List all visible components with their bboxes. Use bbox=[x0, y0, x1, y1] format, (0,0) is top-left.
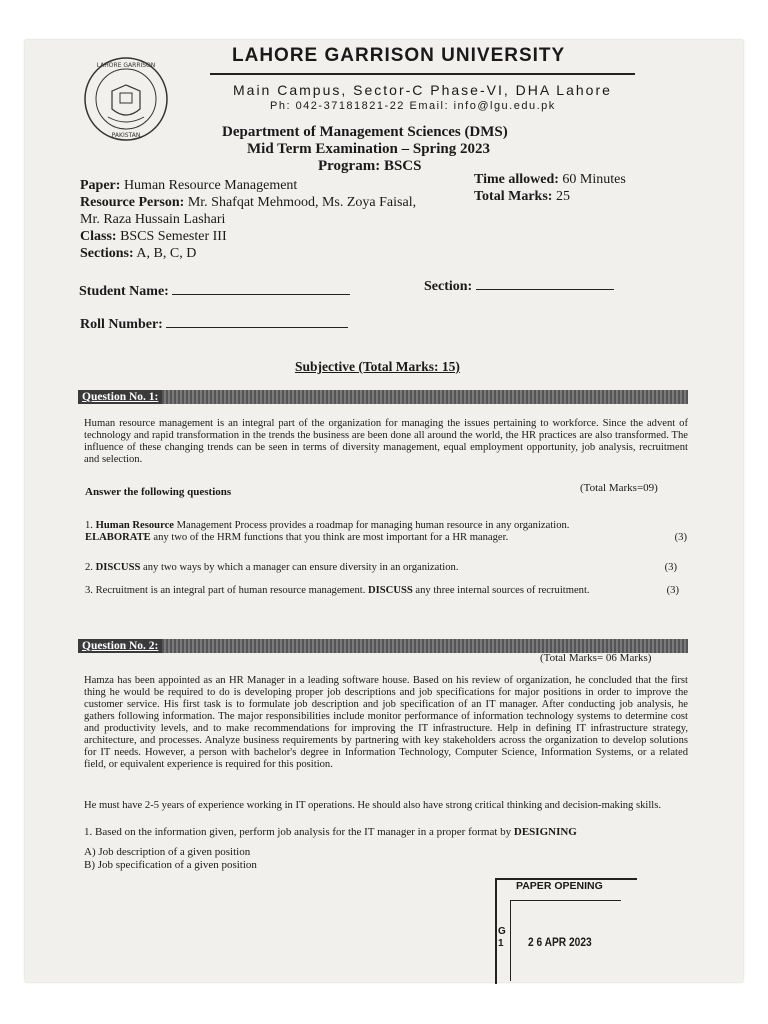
stamp-title: PAPER OPENING bbox=[516, 880, 603, 892]
item-text: any three internal sources of recruitment. bbox=[412, 585, 590, 596]
section-field bbox=[424, 277, 614, 295]
sections-line bbox=[80, 246, 196, 262]
option-b: B) Job specification of a given position bbox=[84, 859, 257, 871]
section-label: Section: bbox=[424, 279, 473, 294]
time-label: Time allowed: bbox=[474, 172, 559, 187]
student-name-field bbox=[79, 282, 350, 300]
campus-address: Main Campus, Sector-C Phase-VI, DHA Lahore bbox=[233, 82, 612, 98]
item-text: any two ways by which a manager can ensure diversity in an organization. bbox=[140, 562, 459, 573]
university-seal-logo bbox=[82, 55, 170, 143]
item-text-2: any two of the HRM functions that you think are most important for a HR manager. bbox=[150, 532, 509, 543]
question-2-task bbox=[84, 826, 704, 838]
program-name: Program: BSCS bbox=[318, 158, 422, 174]
department-name: Department of Management Sciences (DMS) bbox=[222, 124, 508, 140]
resource-person-line-2: Mr. Raza Hussain Lashari bbox=[80, 212, 226, 227]
question-1-label: Question No. 1: bbox=[78, 390, 162, 404]
option-a: A) Job description of a given position bbox=[84, 846, 251, 858]
item-keyword: DISCUSS bbox=[368, 585, 413, 596]
exam-name: Mid Term Examination – Spring 2023 bbox=[247, 141, 490, 157]
class-line bbox=[80, 229, 227, 245]
question-1-item-3 bbox=[85, 585, 687, 597]
item-number: 1. bbox=[85, 520, 93, 531]
sections-label: Sections: bbox=[80, 246, 134, 261]
student-name-blank bbox=[172, 282, 350, 295]
task-keyword: DESIGNING bbox=[513, 826, 577, 838]
section-blank bbox=[476, 277, 614, 290]
sections-value: A, B, C, D bbox=[136, 246, 197, 261]
class-value: BSCS Semester III bbox=[120, 229, 227, 244]
question-1-item-1 bbox=[85, 520, 687, 544]
contact-info: Ph: 042-37181821-22 Email: info@lgu.edu.pk bbox=[270, 100, 556, 112]
item-text: Management Process provides a roadmap for managing human resource in any organization. bbox=[173, 520, 570, 531]
task-text: 1. Based on the information given, perform job analysis for the IT manager in a proper format by bbox=[84, 826, 514, 838]
item-marks: (3) bbox=[666, 585, 679, 596]
marks-label: Total Marks: bbox=[474, 189, 553, 204]
question-2-label: Question No. 2: bbox=[78, 639, 162, 653]
svg-text:LAHORE GARRISON: LAHORE GARRISON bbox=[96, 62, 156, 69]
item-keyword-2: ELABORATE bbox=[85, 532, 151, 543]
paper-line bbox=[80, 178, 297, 194]
resource-person-line bbox=[80, 195, 416, 211]
item-keyword: DISCUSS bbox=[95, 562, 141, 573]
item-marks: (3) bbox=[674, 532, 687, 543]
question-2-total-marks: (Total Marks= 06 Marks) bbox=[540, 652, 652, 664]
question-1-bar bbox=[78, 390, 688, 404]
question-1-total-marks: (Total Marks=09) bbox=[580, 482, 658, 494]
subjective-heading: Subjective (Total Marks: 15) bbox=[295, 359, 460, 374]
question-1-intro: Human resource management is an integral part of the organization for managing the issues pertaining to workforce. Since the advent of technology and rapid transformation in the trends the business are been done all around the world, the HR practices are also transformed. The influence of these changing trends can be seen in terms of diversity management, equal employment opportunity, job analysis, recruitment and selection. bbox=[84, 418, 688, 465]
total-marks-line bbox=[474, 189, 570, 205]
item-marks: (3) bbox=[664, 562, 677, 573]
student-name-label: Student Name: bbox=[79, 284, 169, 299]
svg-text:PAKISTAN: PAKISTAN bbox=[111, 132, 141, 139]
stamp-date: 2 6 APR 2023 bbox=[528, 935, 592, 949]
item-text-lead: Recruitment is an integral part of human resource management. bbox=[95, 585, 369, 596]
roll-number-label: Roll Number: bbox=[80, 317, 163, 332]
stamp-code: G 1 bbox=[498, 926, 506, 949]
item-number: 3. bbox=[85, 585, 93, 596]
resource-label: Resource Person: bbox=[80, 195, 185, 210]
item-number: 2. bbox=[85, 562, 93, 573]
answer-following-label: Answer the following questions bbox=[85, 486, 232, 498]
resource-value: Mr. Shafqat Mehmood, Ms. Zoya Faisal, bbox=[187, 195, 417, 210]
question-1-item-2 bbox=[85, 562, 677, 574]
question-2-scenario: Hamza has been appointed as an HR Manager in a leading software house. Based on his review of organization, he concluded that the first thing he would be required to do is developing proper job descriptions and job specifications for major positions in order to improve the customer service. His first task is to formulate job description and job specification of an IT manager. After conducting job analysis, he gathers following information. The major responsibilities include monitor performance of information technology systems to determine cost and productivity levels, and to make recommendations for improving the IT infrastructure. Help in defining IT infrastructure strategy, architecture, and processes. Analyze business requirements by partnering with key stakeholders across the organization to develop solutions for IT needs. However, a person with bachelor's degree in Information Technology, Computer Science, Information Systems, or a related field, or equivalent experience is required for this position. bbox=[84, 675, 688, 770]
paper-value: Human Resource Management bbox=[123, 178, 298, 193]
marks-value: 25 bbox=[555, 189, 570, 204]
item-keyword: Human Resource bbox=[95, 520, 174, 531]
roll-number-field bbox=[80, 315, 348, 333]
university-title: LAHORE GARRISON UNIVERSITY bbox=[232, 45, 566, 66]
class-label: Class: bbox=[80, 229, 117, 244]
roll-number-blank bbox=[166, 315, 348, 328]
title-underline bbox=[210, 73, 635, 75]
time-allowed-line bbox=[474, 172, 626, 188]
time-value: 60 Minutes bbox=[562, 172, 626, 187]
paper-label: Paper: bbox=[80, 178, 121, 193]
question-2-bar bbox=[78, 639, 688, 653]
question-2-scenario-2: He must have 2-5 years of experience working in IT operations. He should also have strong critical thinking and decision-making skills. bbox=[84, 800, 662, 811]
